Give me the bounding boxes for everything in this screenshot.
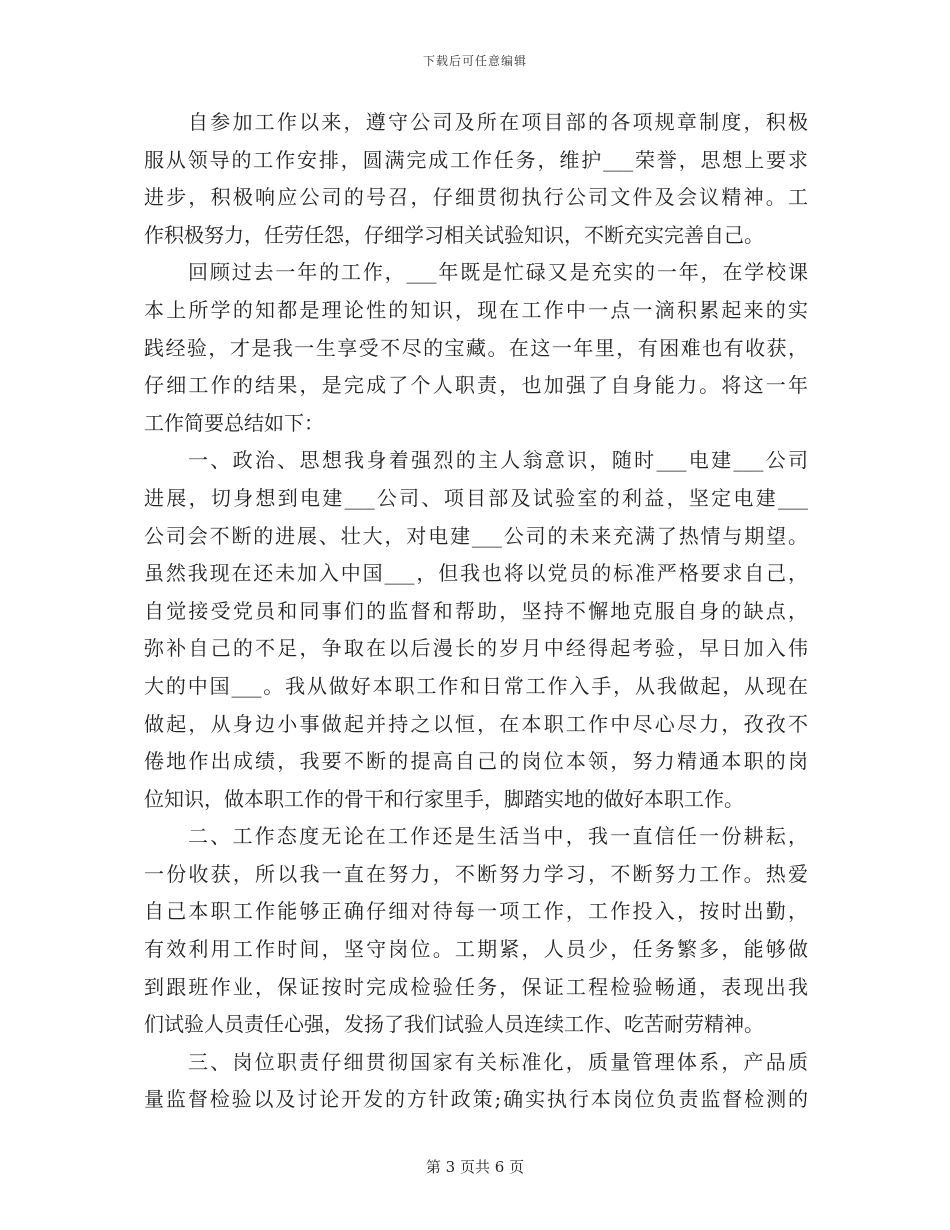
text-line: 公司会不断的进展、壮大，对电建___公司的未来充满了热情与期望。 <box>144 523 808 548</box>
text-line: 进步，积极响应公司的号召，仔细贯彻执行公司文件及会议精神。工 <box>144 185 808 210</box>
page-footer: 第 3 页共 6 页 <box>425 1158 525 1176</box>
text-line: 作积极努力，任劳任怨，仔细学习相关试验知识，不断充实完善自己。 <box>144 222 764 247</box>
text-line: 到跟班作业，保证按时完成检验任务，保证工程检验畅通，表现出我 <box>144 974 808 999</box>
text-line: 自己本职工作能够正确仔细对待每一项工作，工作投入，按时出勤， <box>144 899 808 924</box>
text-line: 工作简要总结如下： <box>144 410 324 435</box>
document-body <box>144 104 808 1119</box>
text-line: 虽然我现在还未加入中国___，但我也将以党员的标准严格要求自己， <box>144 561 808 586</box>
text-line: 有效利用工作时间，坚守岗位。工期紧，人员少，任务繁多，能够做 <box>144 937 808 962</box>
text-line: 量监督检验以及讨论开发的方针政策;确实执行本岗位负责监督检测的 <box>144 1087 808 1112</box>
text-line: 二、工作态度无论在工作还是生活当中，我一直信任一份耕耘， <box>188 824 808 849</box>
text-line: 位知识，做本职工作的骨干和行家里手，脚踏实地的做好本职工作。 <box>144 786 744 811</box>
text-line: 进展，切身想到电建___公司、项目部及试验室的利益，坚定电建___ <box>144 485 808 510</box>
text-line: 服从领导的工作安排，圆满完成工作任务，维护___荣誉，思想上要求 <box>144 147 808 172</box>
text-line: 回顾过去一年的工作，___年既是忙碌又是充实的一年，在学校课 <box>188 260 808 285</box>
text-line: 一、政治、思想我身着强烈的主人翁意识，随时___电建___公司 <box>188 448 808 473</box>
text-line: 自参加工作以来，遵守公司及所在项目部的各项规章制度，积极 <box>188 110 808 134</box>
text-line: 自觉接受党员和同事们的监督和帮助，坚持不懈地克服自身的缺点， <box>144 598 808 623</box>
text-line: 大的中国___。我从做好本职工作和日常工作入手，从我做起，从现在 <box>144 673 808 698</box>
text-line: 弥补自己的不足，争取在以后漫长的岁月中经得起考验，早日加入伟 <box>144 636 808 661</box>
text-line: 仔细工作的结果，是完成了个人职责，也加强了自身能力。将这一年 <box>144 373 808 398</box>
text-line: 践经验，才是我一生享受不尽的宝藏。在这一年里，有困难也有收获， <box>144 335 808 360</box>
text-line: 做起，从身边小事做起并持之以恒，在本职工作中尽心尽力，孜孜不 <box>144 711 808 736</box>
page-header: 下载后可任意编辑 <box>422 54 527 68</box>
text-line: 三、岗位职责仔细贯彻国家有关标准化，质量管理体系，产品质 <box>188 1049 808 1074</box>
text-line: 本上所学的知都是理论性的知识，现在工作中一点一滴积累起来的实 <box>144 297 808 322</box>
text-line: 一份收获，所以我一直在努力，不断努力学习，不断努力工作。热爱 <box>144 861 808 886</box>
text-line: 们试验人员责任心强，发扬了我们试验人员连续工作、吃苦耐劳精神。 <box>144 1012 764 1037</box>
text-line: 倦地作出成绩，我要不断的提高自己的岗位本领，努力精通本职的岗 <box>144 749 808 774</box>
